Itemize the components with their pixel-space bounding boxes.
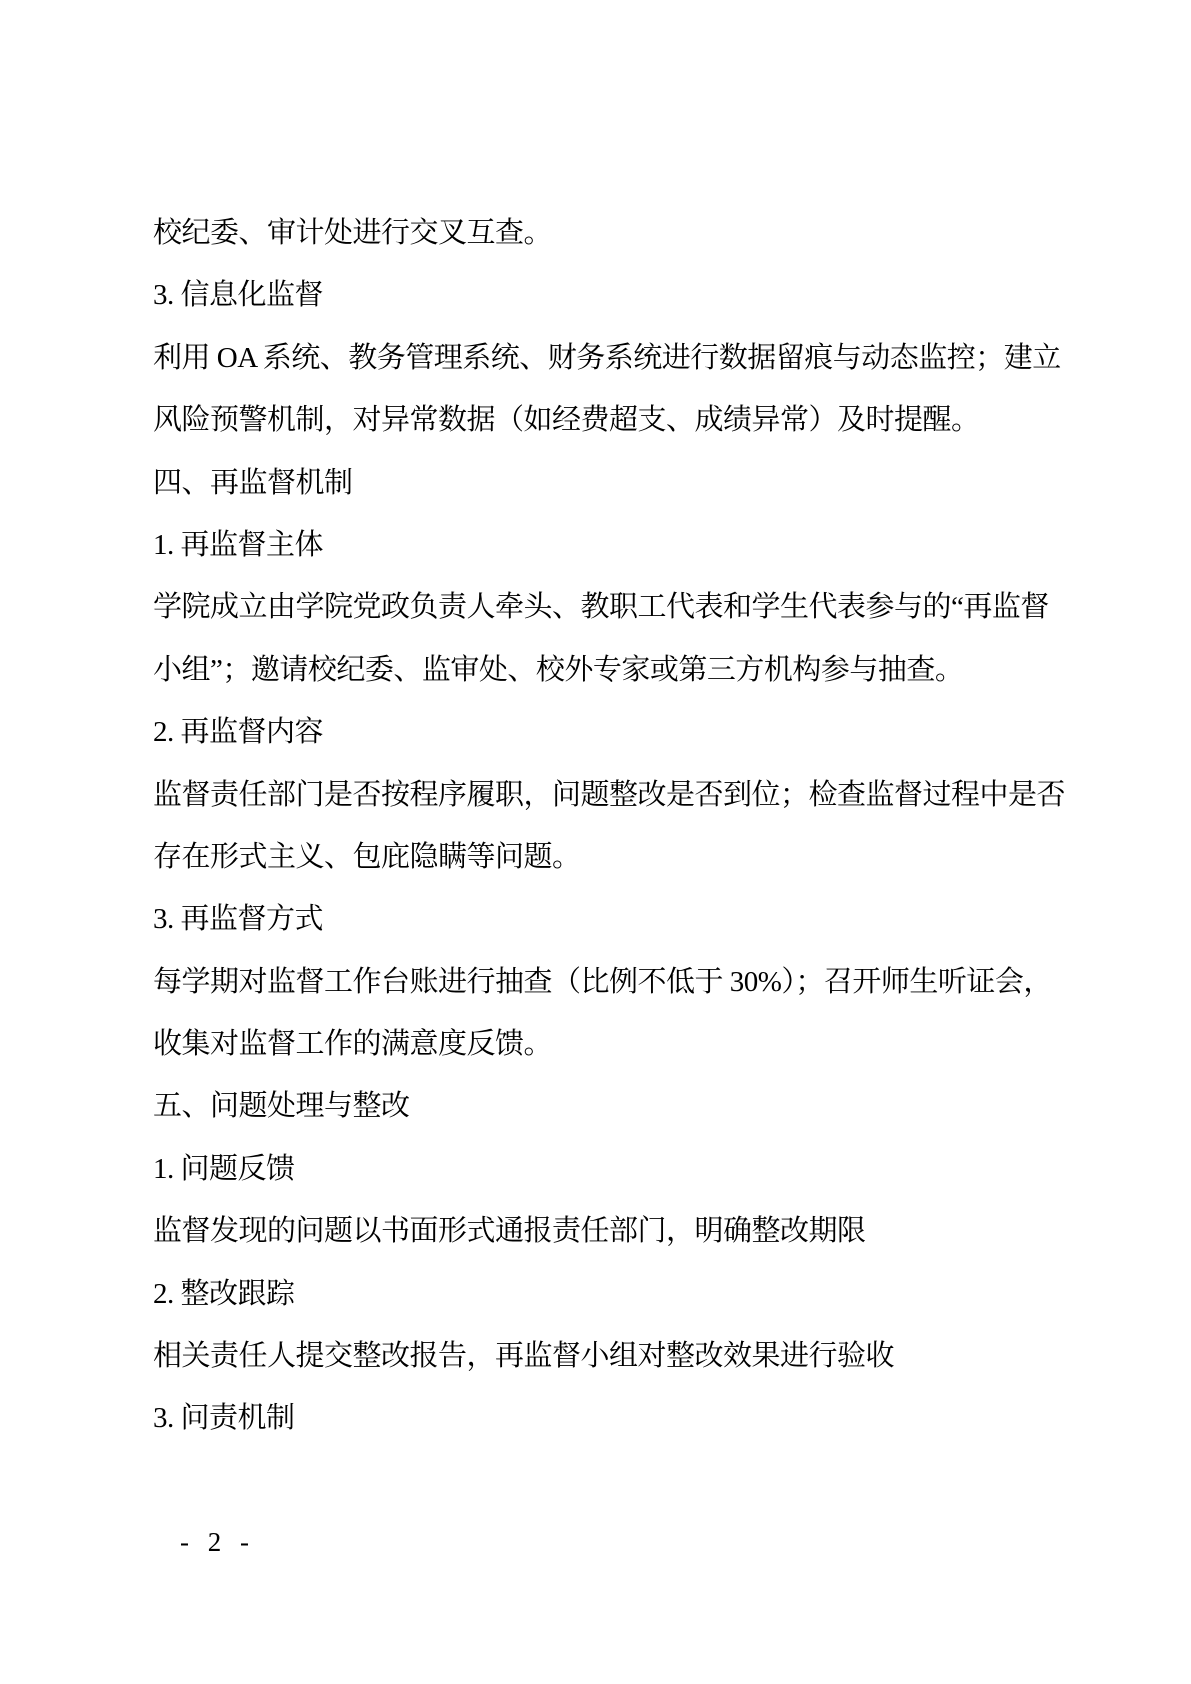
doc-line-heading: 3. 信息化监督 [153, 279, 324, 312]
doc-line-heading: 3. 问责机制 [153, 1402, 295, 1435]
doc-line: 利用 OA 系统、教务管理系统、财务系统进行数据留痕与动态监控；建立 [153, 341, 1061, 374]
doc-line-heading: 1. 再监督主体 [153, 528, 324, 561]
doc-line: 每学期对监督工作台账进行抽查（比例不低于 30%）；召开师生听证会， [153, 965, 1052, 998]
doc-line: 存在形式主义、包庇隐瞒等问题。 [153, 840, 581, 873]
doc-line-heading: 1. 问题反馈 [153, 1152, 295, 1185]
doc-line: 监督责任部门是否按程序履职，问题整改是否到位；检查监督过程中是否 [153, 778, 1066, 811]
doc-line-heading: 2. 整改跟踪 [153, 1277, 295, 1310]
doc-line: 相关责任人提交整改报告，再监督小组对整改效果进行验收 [153, 1340, 895, 1373]
doc-line-heading: 五、问题处理与整改 [153, 1090, 410, 1123]
doc-line: 学院成立由学院党政负责人牵头、教职工代表和学生代表参与的“再监督 [153, 591, 1049, 624]
doc-line-heading: 3. 再监督方式 [153, 903, 324, 936]
doc-line: 小组”；邀请校纪委、监审处、校外专家或第三方机构参与抽查。 [153, 653, 964, 686]
doc-line: 风险预警机制，对异常数据（如经费超支、成绩异常）及时提醒。 [153, 404, 980, 437]
doc-line: 收集对监督工作的满意度反馈。 [153, 1028, 553, 1061]
doc-line: 监督发现的问题以书面形式通报责任部门，明确整改期限 [153, 1215, 866, 1248]
doc-line: 校纪委、审计处进行交叉互查。 [153, 217, 553, 249]
doc-line-heading: 2. 再监督内容 [153, 716, 324, 749]
document-body [153, 202, 1113, 1450]
page-number: - 2 - [180, 1527, 255, 1557]
doc-line-heading: 四、再监督机制 [153, 466, 353, 499]
